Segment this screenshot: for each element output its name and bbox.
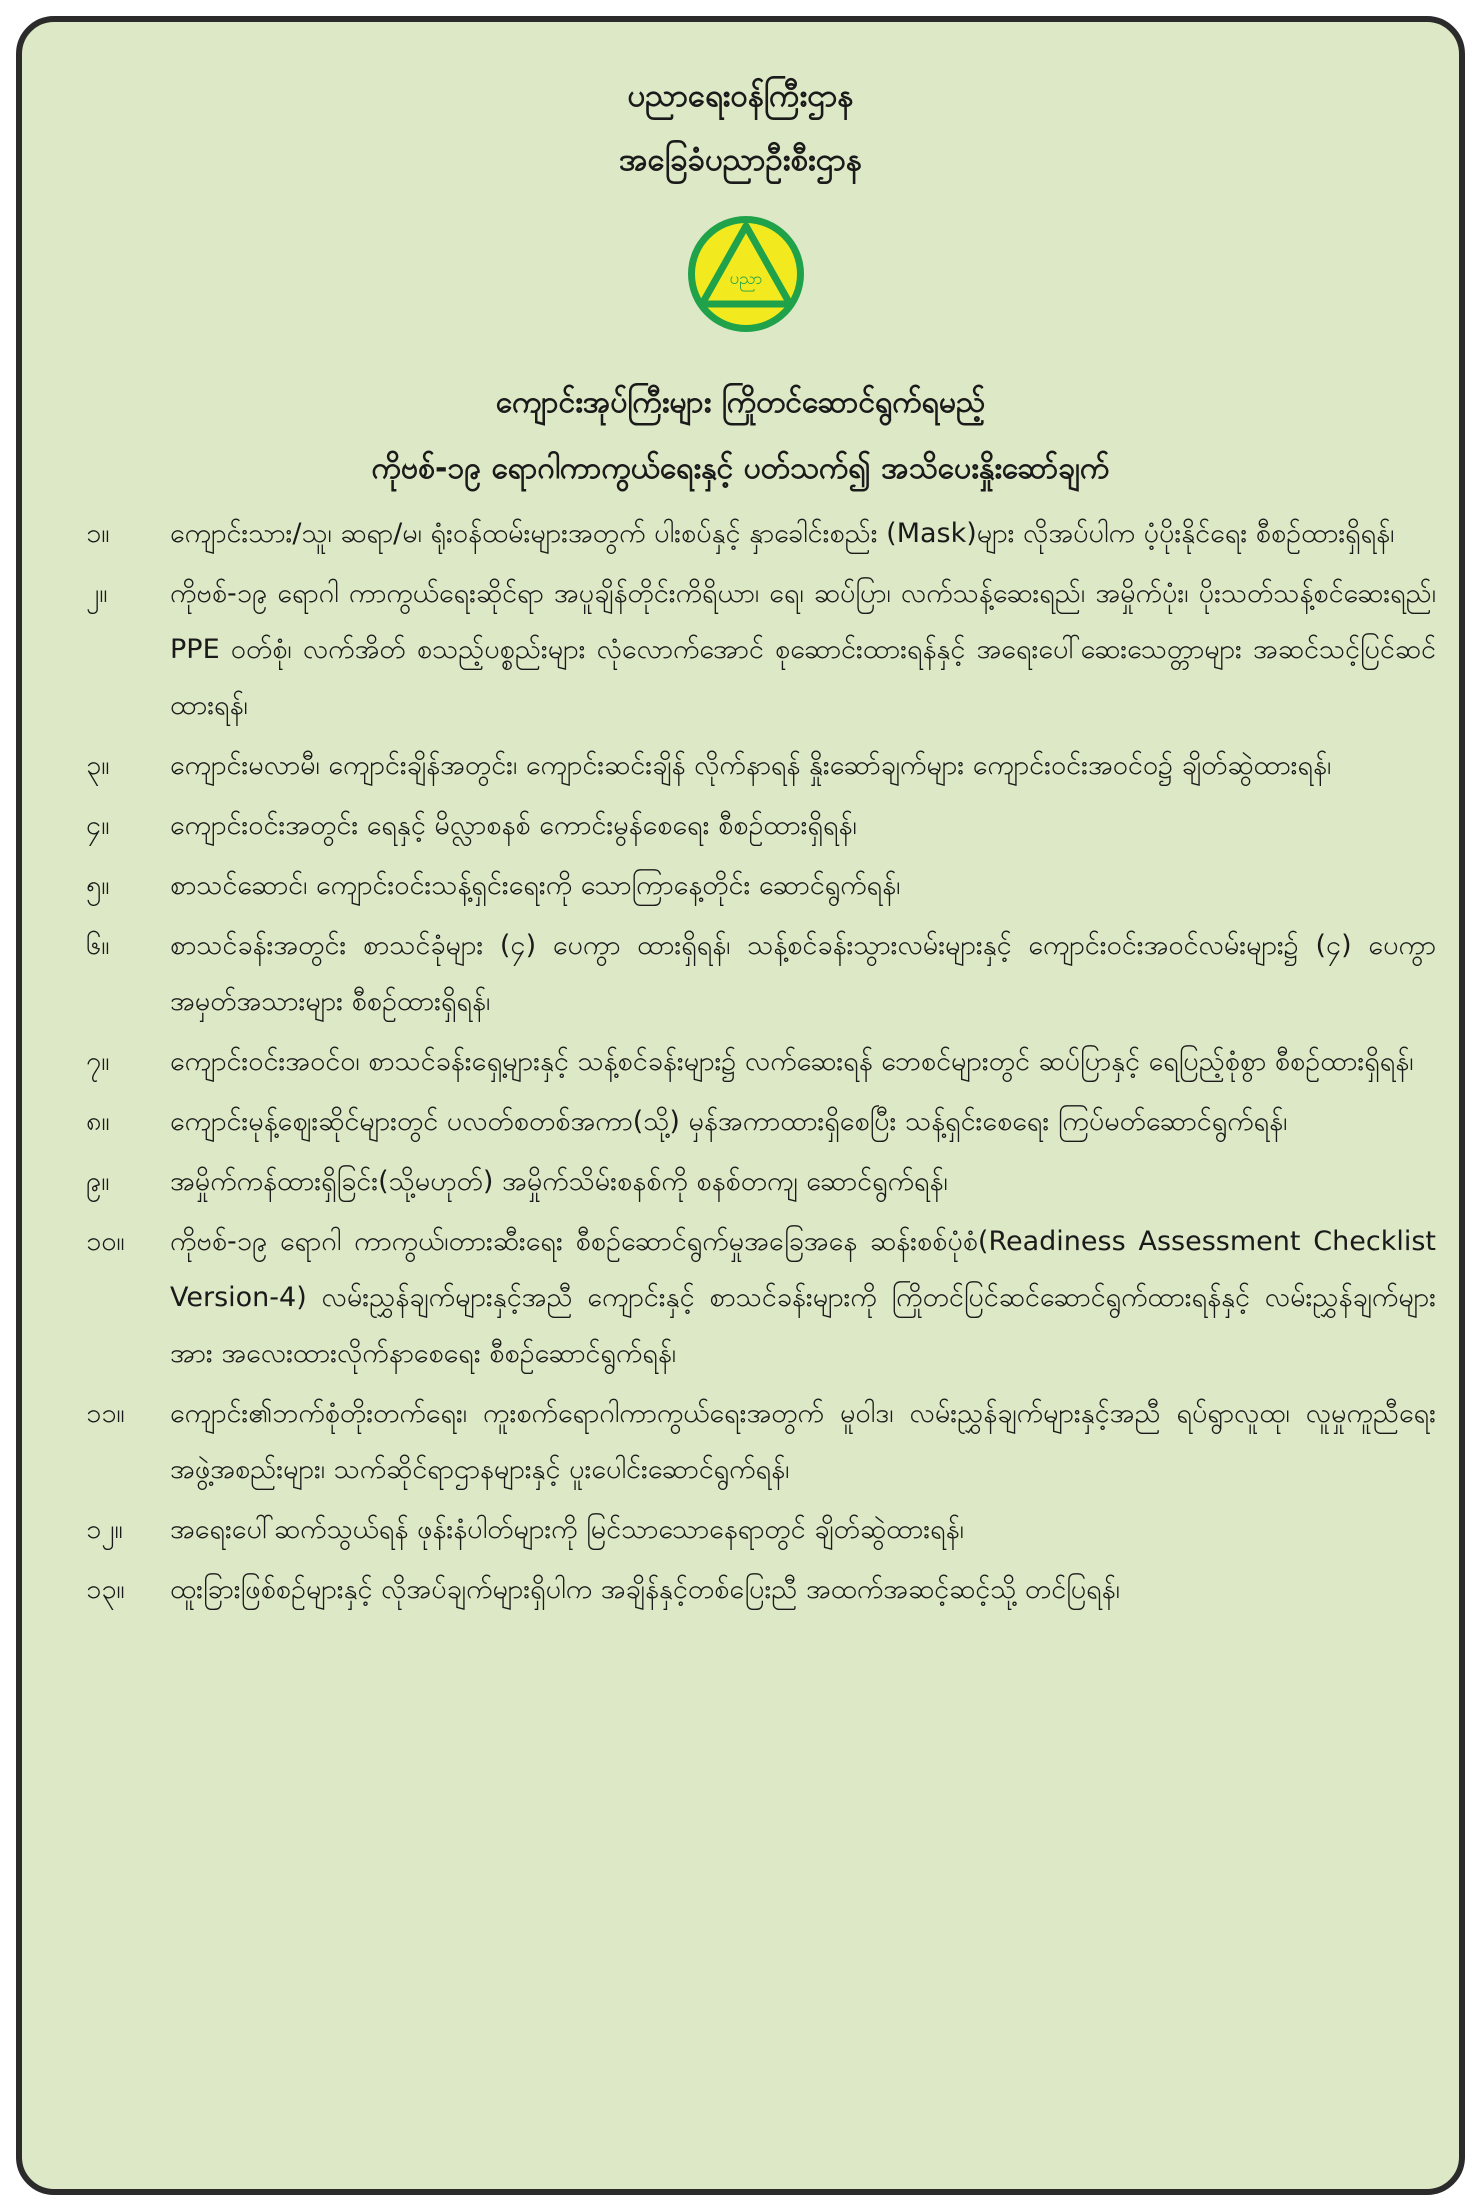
item-number: ၁၂။ — [86, 1514, 123, 1545]
item-number: ၇။ — [86, 1046, 110, 1077]
item-text: ကျောင်းဝင်းအတွင်း ရေနှင့် မိလ္လာစနစ် ကောင်းမွန်စေရေး စီစဉ်ထားရှိရန်၊ — [170, 810, 857, 841]
item-text: ကိုဗစ်-၁၉ ရောဂါ ကာကွယ်ရေးဆိုင်ရာ အပူချိန်တိုင်းကိရိယာ၊ ရေ၊ ဆပ်ပြာ၊ လက်သန့်ဆေးရည်၊ အမှိုက်ပုံး၊ ပိုးသတ်သန့်စင်ဆေးရည်၊ PPE ဝတ်စုံ၊ လက်အိတ် စသည့်ပစ္စည်းများ လုံလောက်အောင် စုဆောင်းထားရန်နှင့် အရေးပေါ်ဆေးသေတ္တာများ အဆင်သင့်ပြင်ဆင်ထားရန်၊ — [170, 578, 1436, 721]
ministry-name: ပညာရေးဝန်ကြီးဌာန — [627, 78, 854, 114]
item-text: အရေးပေါ်ဆက်သွယ်ရန် ဖုန်းနံပါတ်များကို မြင်သာသောနေရာတွင် ချိတ်ဆွဲထားရန်၊ — [170, 1514, 964, 1545]
item-text: ထူးခြားဖြစ်စဉ်များနှင့် လိုအပ်ချက်များရှိပါက အချိန်နှင့်တစ်ပြေးညီ အထက်အဆင့်ဆင့်သို့ တင်ပြရန်၊ — [170, 1574, 1120, 1605]
list-item — [86, 506, 1436, 562]
item-number: ၃။ — [86, 750, 110, 781]
item-number: ၉။ — [86, 1166, 110, 1197]
list-item — [86, 858, 1436, 914]
item-number: ၆။ — [86, 930, 110, 961]
list-item — [86, 566, 1436, 734]
title-line-1: ကျောင်းအုပ်ကြီးများ ကြိုတင်ဆောင်ရွက်ရမည့် — [495, 385, 986, 420]
item-number: ၁။ — [86, 518, 110, 549]
list-item — [86, 1214, 1436, 1382]
list-item — [86, 1094, 1436, 1150]
item-text: စာသင်ခန်းအတွင်း စာသင်ခုံများ (၄) ပေကွာ ထားရှိရန်၊ သန့်စင်ခန်းသွားလမ်းများနှင့် ကျောင်းဝင်းအဝင်လမ်းများ၌ (၄) ပေကွာ အမှတ်အသားများ စီစဉ်ထားရှိရန်၊ — [170, 930, 1436, 1017]
item-number: ၈။ — [86, 1106, 110, 1137]
list-item — [86, 1386, 1436, 1498]
header — [22, 64, 1459, 192]
item-number: ၄။ — [86, 810, 110, 841]
list-item — [86, 798, 1436, 854]
department-name: အခြေခံပညာဦးစီးဌာန — [619, 142, 862, 178]
item-text: အမှိုက်ကန်ထားရှိခြင်း(သို့မဟုတ်) အမှိုက်သိမ်းစနစ်ကို စနစ်တကျ ဆောင်ရွက်ရန်၊ — [170, 1166, 948, 1197]
item-text: စာသင်ဆောင်၊ ကျောင်းဝင်းသန့်ရှင်းရေးကို သောကြာနေ့တိုင်း ဆောင်ရွက်ရန်၊ — [170, 870, 901, 901]
logo-text: ပညာ — [729, 269, 763, 289]
item-text: ကျောင်းမုန့်ဈေးဆိုင်များတွင် ပလတ်စတစ်အကာ(သို့) မှန်အကာထားရှိစေပြီး သန့်ရှင်းစေရေး ကြပ်မတ်ဆောင်ရွက်ရန်၊ — [170, 1106, 1288, 1137]
item-text: ကျောင်းဝင်းအဝင်ဝ၊ စာသင်ခန်းရှေ့များနှင့် သန့်စင်ခန်းများ၌ လက်ဆေးရန် ဘေစင်များတွင် ဆပ်ပြာနှင့် ရေပြည့်စုံစွာ စီစဉ်ထားရှိရန်၊ — [170, 1046, 1414, 1077]
list-item — [86, 1034, 1436, 1090]
instruction-list — [86, 506, 1436, 1622]
notice-title — [22, 370, 1459, 502]
item-number: ၂။ — [86, 578, 108, 609]
list-item — [86, 918, 1436, 1030]
notice-card — [16, 16, 1465, 2195]
title-line-2: ကိုဗစ်-၁၉ ရောဂါကာကွယ်ရေးနှင့် ပတ်သက်၍ အသိပေးနှိုးဆော်ချက် — [371, 451, 1110, 486]
list-item — [86, 1502, 1436, 1558]
item-number: ၁၁။ — [86, 1398, 125, 1429]
list-item — [86, 738, 1436, 794]
item-number: ၁၃။ — [86, 1574, 125, 1605]
list-item — [86, 1562, 1436, 1618]
ministry-logo — [684, 212, 808, 336]
item-text: ကျောင်းမလာမီ၊ ကျောင်းချိန်အတွင်း၊ ကျောင်းဆင်းချိန် လိုက်နာရန် နှိုးဆော်ချက်များ ကျောင်းဝင်းအဝင်ဝ၌ ချိတ်ဆွဲထားရန်၊ — [170, 750, 1332, 781]
item-text: ကျောင်း၏ဘက်စုံတိုးတက်ရေး၊ ကူးစက်ရောဂါကာကွယ်ရေးအတွက် မူဝါဒ၊ လမ်းညွှန်ချက်များနှင့်အညီ ရပ်ရွာလူထု၊ လူမှုကူညီရေးအဖွဲ့အစည်းများ၊ သက်ဆိုင်ရာဌာနများနှင့် ပူးပေါင်းဆောင်ရွက်ရန်၊ — [170, 1398, 1436, 1485]
list-item — [86, 1154, 1436, 1210]
item-number: ၁၀။ — [86, 1226, 125, 1257]
logo-emblem-icon — [684, 212, 808, 336]
item-number: ၅။ — [86, 870, 110, 901]
item-text: ကျောင်းသား/သူ၊ ဆရာ/မ၊ ရုံးဝန်ထမ်းများအတွက် ပါးစပ်နှင့် နှာခေါင်းစည်း (Mask)များ လိုအပ်ပါက ပံ့ပိုးနိုင်ရေး စီစဉ်ထားရှိရန်၊ — [170, 518, 1395, 549]
item-text: ကိုဗစ်-၁၉ ရောဂါ ကာကွယ်၊တားဆီးရေး စီစဉ်ဆောင်ရွက်မှုအခြေအနေ ဆန်းစစ်ပုံစံ(Readiness Assessment Checklist Version-4) လမ်းညွှန်ချက်များနှင့်အညီ ကျောင်းနှင့် စာသင်ခန်းများကို ကြိုတင်ပြင်ဆင်ဆောင်ရွက်ထားရန်နှင့် လမ်းညွှန်ချက်များအား အလေးထားလိုက်နာစေရေး စီစဉ်ဆောင်ရွက်ရန်၊ — [170, 1226, 1436, 1369]
